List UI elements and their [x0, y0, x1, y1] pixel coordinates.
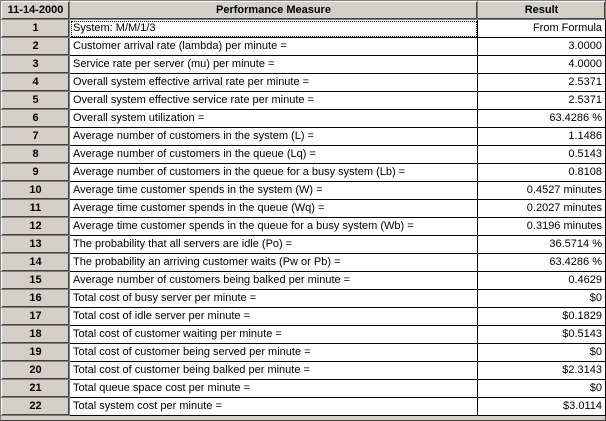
row-number[interactable]: 14: [2, 254, 70, 272]
result-cell[interactable]: 0.4527 minutes: [478, 182, 606, 200]
table-row[interactable]: [2, 200, 606, 218]
table-row[interactable]: [2, 290, 606, 308]
measure-cell[interactable]: Total cost of customer being balked per minute =: [70, 362, 478, 380]
measure-cell[interactable]: Total cost of customer being served per minute =: [70, 344, 478, 362]
row-number[interactable]: 20: [2, 362, 70, 380]
row-number[interactable]: 11: [2, 200, 70, 218]
row-number[interactable]: 22: [2, 398, 70, 416]
row-number[interactable]: 9: [2, 164, 70, 182]
row-number[interactable]: 13: [2, 236, 70, 254]
table-row[interactable]: [2, 362, 606, 380]
result-cell[interactable]: $0: [478, 290, 606, 308]
result-cell[interactable]: 63.4286 %: [478, 110, 606, 128]
result-cell[interactable]: $0: [478, 344, 606, 362]
measure-cell[interactable]: Average number of customers in the system (L) =: [70, 128, 478, 146]
row-number[interactable]: 16: [2, 290, 70, 308]
table-row[interactable]: [2, 344, 606, 362]
row-number[interactable]: 19: [2, 344, 70, 362]
table-row[interactable]: [2, 74, 606, 92]
result-cell[interactable]: 1.1486: [478, 128, 606, 146]
result-cell[interactable]: $0.1829: [478, 308, 606, 326]
result-cell[interactable]: 36.5714 %: [478, 236, 606, 254]
table-row[interactable]: [2, 272, 606, 290]
performance-measure-header[interactable]: Performance Measure: [70, 2, 478, 20]
result-cell[interactable]: 0.3196 minutes: [478, 218, 606, 236]
measure-cell[interactable]: Average number of customers in the queue (Lq) =: [70, 146, 478, 164]
table-row[interactable]: [2, 56, 606, 74]
measure-cell[interactable]: Customer arrival rate (lambda) per minute =: [70, 38, 478, 56]
row-number[interactable]: 6: [2, 110, 70, 128]
measure-cell[interactable]: Overall system utilization =: [70, 110, 478, 128]
table-row[interactable]: [2, 236, 606, 254]
measure-cell[interactable]: Overall system effective service rate per minute =: [70, 92, 478, 110]
table-row[interactable]: [2, 182, 606, 200]
table-row[interactable]: [2, 380, 606, 398]
table-row[interactable]: [2, 254, 606, 272]
measure-cell[interactable]: Total cost of busy server per minute =: [70, 290, 478, 308]
row-number[interactable]: 8: [2, 146, 70, 164]
row-number[interactable]: 4: [2, 74, 70, 92]
measure-cell[interactable]: Average number of customers being balked per minute =: [70, 272, 478, 290]
result-cell[interactable]: 0.8108: [478, 164, 606, 182]
row-number[interactable]: 18: [2, 326, 70, 344]
table-row[interactable]: [2, 128, 606, 146]
table-row[interactable]: [2, 326, 606, 344]
row-number[interactable]: 10: [2, 182, 70, 200]
row-number[interactable]: 15: [2, 272, 70, 290]
measure-cell[interactable]: Average time customer spends in the queue (Wq) =: [70, 200, 478, 218]
row-number[interactable]: 3: [2, 56, 70, 74]
row-number[interactable]: 1: [2, 20, 70, 38]
table-row[interactable]: [2, 308, 606, 326]
result-cell[interactable]: 0.5143: [478, 146, 606, 164]
measure-cell[interactable]: System: M/M/1/3: [70, 20, 478, 38]
performance-table: [1, 1, 606, 416]
measure-cell[interactable]: Average time customer spends in the queue for a busy system (Wb) =: [70, 218, 478, 236]
row-number[interactable]: 21: [2, 380, 70, 398]
result-cell[interactable]: 2.5371: [478, 74, 606, 92]
result-cell[interactable]: $3.0114: [478, 398, 606, 416]
row-number[interactable]: 7: [2, 128, 70, 146]
result-cell[interactable]: 0.2027 minutes: [478, 200, 606, 218]
row-number[interactable]: 17: [2, 308, 70, 326]
measure-cell[interactable]: Total cost of idle server per minute =: [70, 308, 478, 326]
result-cell[interactable]: 2.5371: [478, 92, 606, 110]
header-row: [2, 2, 606, 20]
result-cell[interactable]: From Formula: [478, 20, 606, 38]
table-row[interactable]: [2, 110, 606, 128]
result-cell[interactable]: 4.0000: [478, 56, 606, 74]
result-cell[interactable]: 63.4286 %: [478, 254, 606, 272]
table-row[interactable]: [2, 398, 606, 416]
row-number[interactable]: 2: [2, 38, 70, 56]
measure-cell[interactable]: Average number of customers in the queue for a busy system (Lb) =: [70, 164, 478, 182]
result-cell[interactable]: $0.5143: [478, 326, 606, 344]
measure-cell[interactable]: Total system cost per minute =: [70, 398, 478, 416]
measure-cell[interactable]: The probability an arriving customer waits (Pw or Pb) =: [70, 254, 478, 272]
table-row[interactable]: [2, 38, 606, 56]
measure-cell[interactable]: Service rate per server (mu) per minute =: [70, 56, 478, 74]
result-cell[interactable]: $2.3143: [478, 362, 606, 380]
table-row[interactable]: [2, 218, 606, 236]
measure-cell[interactable]: The probability that all servers are idle (Po) =: [70, 236, 478, 254]
measure-cell[interactable]: Overall system effective arrival rate per minute =: [70, 74, 478, 92]
table-row[interactable]: [2, 146, 606, 164]
table-row[interactable]: [2, 20, 606, 38]
date-header[interactable]: 11-14-2000: [2, 2, 70, 20]
measure-cell[interactable]: Total cost of customer waiting per minute =: [70, 326, 478, 344]
row-number[interactable]: 12: [2, 218, 70, 236]
table-row[interactable]: [2, 92, 606, 110]
table-body: [2, 20, 606, 416]
result-cell[interactable]: 3.0000: [478, 38, 606, 56]
measure-cell[interactable]: Average time customer spends in the system (W) =: [70, 182, 478, 200]
row-number[interactable]: 5: [2, 92, 70, 110]
result-header[interactable]: Result: [478, 2, 606, 20]
measure-cell[interactable]: Total queue space cost per minute =: [70, 380, 478, 398]
result-cell[interactable]: 0.4629: [478, 272, 606, 290]
result-cell[interactable]: $0: [478, 380, 606, 398]
table-row[interactable]: [2, 164, 606, 182]
